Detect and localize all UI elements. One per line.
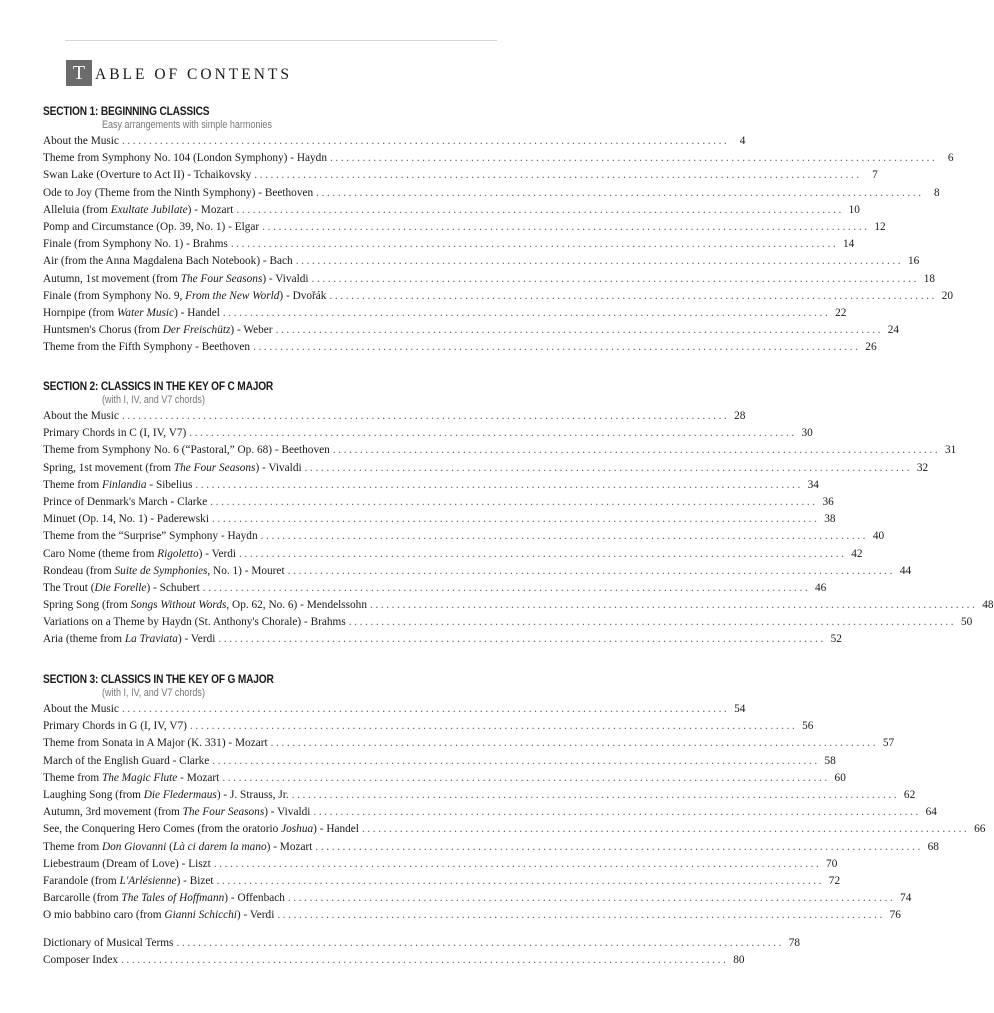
toc-entry <box>43 339 877 356</box>
page-number: 38 <box>824 513 836 526</box>
toc-entry <box>43 477 819 494</box>
entry-title: Primary Chords in C (I, IV, V7) <box>43 427 187 440</box>
section-heading: SECTION 1: BEGINNING CLASSICS <box>43 104 210 118</box>
dot-leader <box>359 821 972 838</box>
page-number: 8 <box>934 186 940 199</box>
page-number: 24 <box>887 324 900 337</box>
toc-entry <box>43 150 954 167</box>
title-initial: T <box>66 60 92 86</box>
entry-title: Aria (theme from La Traviata) - Verdi <box>43 633 216 646</box>
page-number: 68 <box>927 840 939 853</box>
page-number: 70 <box>826 857 838 870</box>
page-number: 46 <box>815 581 827 594</box>
toc-entry <box>43 856 838 873</box>
toc-entry <box>43 580 827 597</box>
dot-leader <box>119 133 732 150</box>
toc-list <box>43 935 800 969</box>
entry-title: Theme from Symphony No. 6 (“Pastoral,” Op. 68) - Beethoven <box>43 444 330 457</box>
dot-leader <box>285 890 898 907</box>
page-number: 10 <box>848 203 860 216</box>
dot-leader <box>173 935 786 952</box>
dot-leader <box>187 718 800 735</box>
toc-entry <box>43 511 836 528</box>
toc-entry <box>43 821 986 838</box>
entry-title: Rondeau (from Suite de Symphonies, No. 1) - Mouret <box>43 564 285 577</box>
section-heading: SECTION 3: CLASSICS IN THE KEY OF G MAJOR <box>43 672 274 686</box>
section-subtitle: (with I, IV, and V7 chords) <box>102 687 205 699</box>
dot-leader <box>192 477 805 494</box>
toc-list <box>43 133 954 356</box>
dot-leader <box>313 185 926 202</box>
entry-title: Composer Index <box>43 954 118 967</box>
entry-title: Theme from the “Surprise” Symphony - Haydn <box>43 530 258 543</box>
section-heading: SECTION 2: CLASSICS IN THE KEY OF C MAJOR <box>43 379 274 393</box>
entry-title: Farandole (from L'Arlésienne) - Bizet <box>43 874 214 887</box>
page-number: 4 <box>739 135 746 147</box>
toc-entry <box>43 631 842 648</box>
entry-title: Prince of Denmark's March - Clarke <box>43 495 208 508</box>
page-number: 26 <box>865 341 877 354</box>
dot-leader <box>289 787 902 804</box>
toc-entry <box>43 322 900 339</box>
entry-title: Spring, 1st movement (from The Four Seasons) - Vivaldi <box>43 461 302 474</box>
page-number: 50 <box>960 616 973 629</box>
page-number: 58 <box>824 754 836 767</box>
page-number: 20 <box>941 289 953 302</box>
toc-list <box>43 701 986 924</box>
toc-entry <box>43 753 836 770</box>
section-2 <box>43 379 994 649</box>
page-number: 54 <box>734 703 746 715</box>
entry-title: About the Music <box>43 135 119 147</box>
section-3 <box>43 672 986 924</box>
page-number: 36 <box>822 495 834 508</box>
entry-title: Alleluia (from Exultate Jubilate) - Mozart <box>43 203 234 216</box>
page-number: 66 <box>974 823 986 836</box>
toc-entry <box>43 219 886 236</box>
page-number: 80 <box>733 954 745 967</box>
toc-entry <box>43 288 953 305</box>
page-number: 42 <box>851 547 863 560</box>
page-number: 57 <box>882 737 895 750</box>
entry-title: Dictionary of Musical Terms <box>43 937 174 949</box>
section-1 <box>43 104 954 356</box>
toc-entry <box>43 907 901 924</box>
toc-entry <box>43 787 916 804</box>
section-subtitle: Easy arrangements with simple harmonies <box>102 119 272 131</box>
dot-leader <box>209 753 822 770</box>
entry-title: Barcarolle (from The Tales of Hoffmann) - Offenbach <box>43 892 285 905</box>
dot-leader <box>250 339 863 356</box>
dot-leader <box>219 770 832 787</box>
dot-leader <box>259 219 872 236</box>
dot-leader <box>285 563 898 580</box>
toc-entry <box>43 873 841 890</box>
dot-leader <box>302 460 915 477</box>
toc-entry <box>43 202 860 219</box>
toc-entry <box>43 770 846 787</box>
page-number: 74 <box>900 892 912 905</box>
entry-title: Swan Lake (Overture to Act II) - Tchaikovsky <box>43 169 252 182</box>
entry-title: Primary Chords in G (I, IV, V7) <box>43 720 187 733</box>
toc-entry <box>43 185 940 202</box>
entry-title: About the Music <box>43 410 119 422</box>
dot-leader <box>236 546 849 563</box>
entry-title: Theme from the Fifth Symphony - Beethoven <box>43 341 251 354</box>
dot-leader <box>119 701 732 718</box>
page-number: 76 <box>889 909 901 922</box>
toc-entry <box>43 460 929 477</box>
entry-title: Theme from Don Giovanni (Là ci darem la mano) - Mozart <box>43 840 313 853</box>
toc-entry <box>43 546 863 563</box>
page-number: 32 <box>916 461 929 474</box>
dot-leader <box>200 580 813 597</box>
entry-title: Air (from the Anna Magdalena Bach Notebook) - Bach <box>43 255 293 268</box>
dot-leader <box>327 150 940 167</box>
dot-leader <box>273 322 886 339</box>
page-number: 30 <box>801 427 813 440</box>
dot-leader <box>119 408 732 425</box>
entry-title: Finale (from Symphony No. 1) - Brahms <box>43 238 228 251</box>
page-number: 40 <box>872 530 885 543</box>
page-number: 72 <box>828 874 841 887</box>
dot-leader <box>228 236 841 253</box>
entry-title: March of the English Guard - Clarke <box>43 754 210 767</box>
entry-title: O mio babbino caro (from Gianni Schicchi) - Verdi <box>43 909 275 922</box>
page-number: 7 <box>872 169 878 182</box>
page-number: 6 <box>947 152 954 165</box>
entry-title: Minuet (Op. 14, No. 1) - Paderewski <box>43 513 209 526</box>
dot-leader <box>274 907 887 924</box>
toc-entry <box>43 425 813 442</box>
dot-leader <box>330 442 943 459</box>
dot-leader <box>310 804 923 821</box>
dot-leader <box>367 597 980 614</box>
entry-title: Laughing Song (from Die Fledermaus) - J. Strauss, Jr. <box>43 788 289 801</box>
entry-title: Finale (from Symphony No. 9, From the New World) - Dvořák <box>43 289 327 302</box>
page-number: 56 <box>802 720 814 733</box>
toc-entry <box>43 718 814 735</box>
entry-title: Theme from Symphony No. 104 (London Symphony) - Haydn <box>43 152 327 165</box>
toc-entry <box>43 839 939 856</box>
toc-entry <box>43 528 885 545</box>
toc-entry <box>43 271 936 288</box>
title-text: ABLE OF CONTENTS <box>95 66 292 83</box>
page-number: 78 <box>788 937 800 949</box>
entry-title: Ode to Joy (Theme from the Ninth Symphony) - Beethoven <box>43 186 314 199</box>
dot-leader <box>312 839 925 856</box>
dot-leader <box>293 253 906 270</box>
page-title <box>66 58 292 86</box>
toc-entry <box>43 952 745 969</box>
toc-entry <box>43 597 994 614</box>
toc-entry <box>43 494 834 511</box>
entry-title: Hornpipe (from Water Music) - Handel <box>43 306 220 319</box>
dot-leader <box>215 631 828 648</box>
entry-title: Spring Song (from Songs Without Words, Op. 62, No. 6) - Mendelssohn <box>43 599 367 612</box>
page-number: 52 <box>830 633 842 646</box>
toc-entry <box>43 890 912 907</box>
dot-leader <box>209 511 822 528</box>
dot-leader <box>220 305 833 322</box>
toc-entry <box>43 442 957 459</box>
dot-leader <box>346 614 959 631</box>
page-number: 16 <box>907 255 920 268</box>
toc-entry <box>43 614 973 631</box>
page-number: 14 <box>843 238 855 251</box>
toc-list <box>43 408 994 649</box>
entry-title: Pomp and Circumstance (Op. 39, No. 1) - Elgar <box>43 220 260 233</box>
toc-entry <box>43 167 878 184</box>
page-number: 64 <box>925 806 937 819</box>
dot-leader <box>207 494 820 511</box>
dot-leader <box>258 528 871 545</box>
dot-leader <box>251 167 864 184</box>
dot-leader <box>233 202 846 219</box>
dot-leader <box>214 873 827 890</box>
page-number: 12 <box>874 220 886 233</box>
dot-leader <box>268 735 881 752</box>
entry-title: Theme from The Magic Flute - Mozart <box>43 771 220 784</box>
entry-title: Theme from Finlandia - Sibelius <box>43 478 193 491</box>
toc-entry <box>43 253 920 270</box>
toc-entry <box>43 408 746 425</box>
toc-entry <box>43 236 855 253</box>
entry-title: Huntsmen's Chorus (from Der Freischütz) - Weber <box>43 324 273 337</box>
toc-entry <box>43 735 895 752</box>
entry-title: Autumn, 3rd movement (from The Four Seasons) - Vivaldi <box>43 806 311 819</box>
entry-title: Autumn, 1st movement (from The Four Seasons) - Vivaldi <box>43 272 309 285</box>
toc-entry <box>43 935 800 952</box>
entry-title: About the Music <box>43 703 119 715</box>
dot-leader <box>326 288 939 305</box>
toc-entry <box>43 701 746 718</box>
entry-title: Variations on a Theme by Haydn (St. Anthony's Chorale) - Brahms <box>43 616 346 629</box>
toc-entry <box>43 804 937 821</box>
top-rule <box>65 40 497 41</box>
page-number: 44 <box>899 564 912 577</box>
page-number: 62 <box>903 788 916 801</box>
toc-entry <box>43 133 746 150</box>
entry-title: Liebestraum (Dream of Love) - Liszt <box>43 857 211 870</box>
entry-title: Caro Nome (theme from Rigoletto) - Verdi <box>43 547 237 560</box>
page-number: 22 <box>835 306 847 319</box>
dot-leader <box>186 425 799 442</box>
dot-leader <box>118 952 731 969</box>
page-number: 60 <box>834 771 846 784</box>
entry-title: The Trout (Die Forelle) - Schubert <box>43 581 200 594</box>
page-number: 48 <box>982 599 994 612</box>
dot-leader <box>309 271 922 288</box>
section-subtitle: (with I, IV, and V7 chords) <box>102 394 205 406</box>
entry-title: Theme from Sonata in A Major (K. 331) - Mozart <box>43 737 268 750</box>
toc-entry <box>43 563 912 580</box>
entry-title: See, the Conquering Hero Comes (from the oratorio Joshua) - Handel <box>43 823 359 836</box>
toc-entry <box>43 305 847 322</box>
dot-leader <box>211 856 824 873</box>
page-number: 31 <box>944 444 957 457</box>
page-number: 34 <box>807 478 819 491</box>
page-number: 28 <box>734 410 746 422</box>
page-number: 18 <box>923 272 936 285</box>
back-matter <box>43 934 800 969</box>
